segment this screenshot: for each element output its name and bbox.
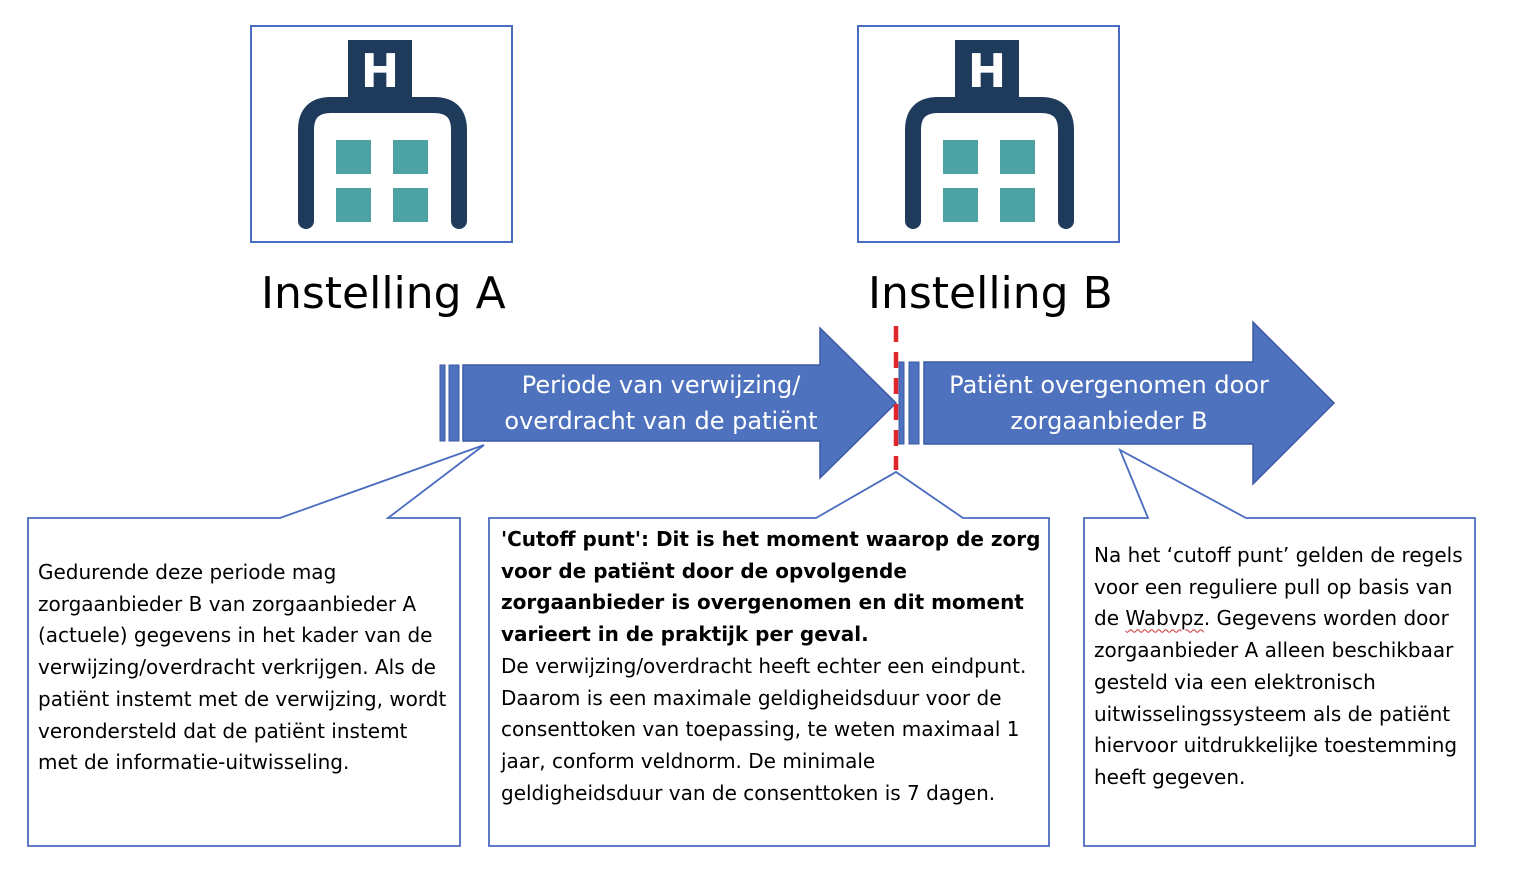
arrow-referral-label-line1: Periode van verwijzing/	[521, 371, 801, 399]
arrow-takeover-label-line1: Patiënt overgenomen door	[949, 371, 1269, 399]
arrow-referral-label	[463, 367, 859, 439]
icon-letter-a: H	[360, 44, 400, 98]
callout-right-before: Na het ‘cutoff punt’ gelden de regels voor een reguliere pull op basis van de	[1094, 543, 1463, 631]
icon-letter-b: H	[967, 44, 1007, 98]
institution-b-title: Instelling B	[868, 268, 1113, 319]
arrow-referral-label-line2: overdracht van de patiënt	[504, 407, 818, 435]
arrow-takeover-label	[924, 367, 1294, 439]
callout-middle-bold: 'Cutoff punt': Dit is het moment waarop de zorg voor de patiënt door de opvolgende zorgaanbieder is overgenomen en dit moment varieert in de praktijk per geval.	[501, 527, 1041, 647]
callout-right-after: . Gegevens worden door zorgaanbieder A alleen beschikbaar gesteld via een elektronisch uitwisselingssysteem als de patiënt hiervoor uitdrukkelijke toestemming heeft gegeven.	[1094, 606, 1458, 789]
callout-middle-body: De verwijzing/overdracht heeft echter een eindpunt. Daarom is een maximale geldigheidsduur voor de consenttoken van toepassing, te weten maximaal 1 jaar, conform veldnorm. De minimale geldigheidsduur van de consenttoken is 7 dagen.	[501, 653, 1027, 805]
callout-middle-text	[501, 524, 1041, 809]
callout-left-text: Gedurende deze periode mag zorgaanbieder B van zorgaanbieder A (actuele) gegevens in het kader van de verwijzing/overdracht verkrijgen. Als de patiënt instemt met de verwijzing, wordt verondersteld dat de patiënt instemt met de informatie-uitwisseling.	[38, 560, 447, 775]
callout-right-text	[1094, 540, 1466, 794]
institution-a-title: Instelling A	[261, 268, 506, 319]
callout-right-wabvpz: Wabvpz	[1125, 606, 1204, 631]
arrow-takeover-label-line2: zorgaanbieder B	[1010, 407, 1208, 435]
